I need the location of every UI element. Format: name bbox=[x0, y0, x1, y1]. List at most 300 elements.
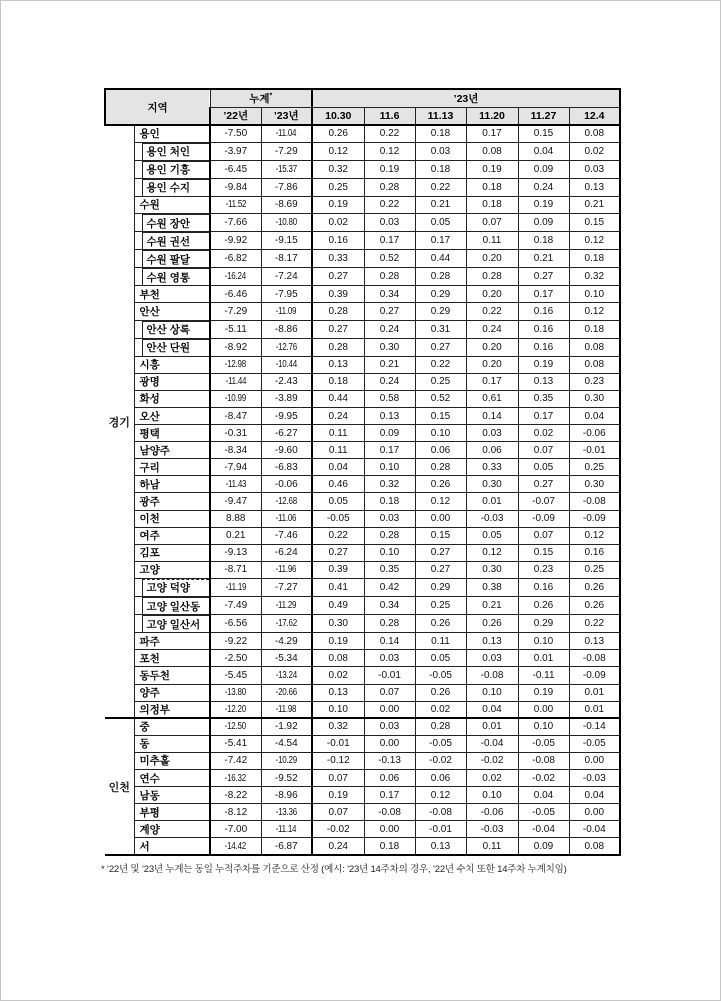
table-row bbox=[105, 684, 620, 701]
value-cell: 0.19 bbox=[312, 633, 364, 650]
value-cell: -12.76 bbox=[261, 338, 312, 356]
value-cell: -11.29 bbox=[261, 597, 312, 615]
value-cell: 0.18 bbox=[415, 125, 466, 142]
value-cell: -0.13 bbox=[364, 752, 415, 769]
value-cell: 0.35 bbox=[518, 390, 569, 407]
value-cell: 0.13 bbox=[415, 838, 466, 855]
table-row bbox=[105, 718, 620, 735]
value-cell: 0.16 bbox=[518, 320, 569, 338]
value-cell: 0.30 bbox=[312, 615, 364, 633]
region-name-cell: 구리 bbox=[134, 459, 210, 476]
value-cell: 0.02 bbox=[569, 142, 620, 160]
value-cell: -6.83 bbox=[261, 459, 312, 476]
region-group-label: 경기 bbox=[105, 125, 134, 718]
value-cell: 0.03 bbox=[364, 650, 415, 667]
value-cell: 0.33 bbox=[312, 250, 364, 268]
value-cell: 0.12 bbox=[415, 493, 466, 510]
value-cell: -14.42 bbox=[210, 838, 261, 855]
value-cell: -0.09 bbox=[518, 510, 569, 527]
value-cell: -17.62 bbox=[261, 615, 312, 633]
value-cell: 0.06 bbox=[364, 769, 415, 786]
value-cell: -5.45 bbox=[210, 667, 261, 684]
value-cell: -9.60 bbox=[261, 442, 312, 459]
value-cell: 0.16 bbox=[518, 338, 569, 356]
region-name-cell: 중 bbox=[134, 718, 210, 735]
value-cell: -0.02 bbox=[518, 769, 569, 786]
value-cell: 0.12 bbox=[364, 142, 415, 160]
table-row bbox=[105, 160, 620, 178]
value-cell: 0.02 bbox=[415, 701, 466, 718]
value-cell: -6.56 bbox=[210, 615, 261, 633]
value-cell: 0.19 bbox=[518, 684, 569, 701]
value-cell: -4.29 bbox=[261, 633, 312, 650]
value-cell: -8.17 bbox=[261, 250, 312, 268]
region-name-cell bbox=[134, 250, 210, 268]
value-cell: 0.18 bbox=[466, 178, 518, 196]
table-row bbox=[105, 752, 620, 769]
value-cell: -9.13 bbox=[210, 544, 261, 561]
value-cell: -7.29 bbox=[210, 303, 261, 320]
table-row bbox=[105, 303, 620, 320]
value-cell: 0.19 bbox=[312, 196, 364, 213]
value-cell: 0.28 bbox=[466, 268, 518, 286]
value-cell: 0.13 bbox=[569, 178, 620, 196]
value-cell: 0.27 bbox=[364, 303, 415, 320]
value-cell: -7.94 bbox=[210, 459, 261, 476]
value-cell: 0.26 bbox=[415, 476, 466, 493]
header-region: 지역 bbox=[105, 89, 210, 125]
value-cell: -16.32 bbox=[210, 769, 261, 786]
value-cell: 0.02 bbox=[518, 425, 569, 442]
value-cell: 0.28 bbox=[312, 303, 364, 320]
table-row bbox=[105, 232, 620, 250]
sub-region-label: 고양 일산서 bbox=[142, 615, 210, 632]
value-cell: 0.03 bbox=[364, 718, 415, 735]
header-col-1030: 10.30 bbox=[312, 107, 364, 125]
value-cell: 0.21 bbox=[466, 597, 518, 615]
table-row bbox=[105, 442, 620, 459]
value-cell: 0.05 bbox=[518, 459, 569, 476]
footnote-mark: * bbox=[269, 92, 273, 100]
value-cell: 0.10 bbox=[312, 701, 364, 718]
value-cell: 0.05 bbox=[415, 213, 466, 231]
value-cell: 0.22 bbox=[312, 527, 364, 544]
table-row bbox=[105, 735, 620, 752]
region-name-cell bbox=[134, 597, 210, 615]
value-cell: 0.27 bbox=[518, 268, 569, 286]
table-row bbox=[105, 667, 620, 684]
value-cell: 0.20 bbox=[466, 338, 518, 356]
value-cell: -8.92 bbox=[210, 338, 261, 356]
value-cell: -0.11 bbox=[518, 667, 569, 684]
table-row bbox=[105, 476, 620, 493]
value-cell: 0.00 bbox=[364, 821, 415, 838]
region-name-cell: 양주 bbox=[134, 684, 210, 701]
value-cell: 0.07 bbox=[466, 213, 518, 231]
value-cell: 0.02 bbox=[312, 213, 364, 231]
value-cell: 0.02 bbox=[466, 769, 518, 786]
value-cell: -9.47 bbox=[210, 493, 261, 510]
region-name-cell bbox=[134, 232, 210, 250]
table-row bbox=[105, 650, 620, 667]
value-cell: -12.98 bbox=[210, 356, 261, 373]
value-cell: 0.22 bbox=[466, 303, 518, 320]
region-name-cell: 광명 bbox=[134, 373, 210, 390]
value-cell: -13.80 bbox=[210, 684, 261, 701]
value-cell: 0.11 bbox=[415, 633, 466, 650]
value-cell: 0.07 bbox=[364, 684, 415, 701]
value-cell: -7.27 bbox=[261, 578, 312, 596]
value-cell: -7.86 bbox=[261, 178, 312, 196]
value-cell: -0.12 bbox=[312, 752, 364, 769]
value-cell: 0.32 bbox=[569, 268, 620, 286]
value-cell: -3.89 bbox=[261, 390, 312, 407]
value-cell: -0.03 bbox=[569, 769, 620, 786]
value-cell: -0.31 bbox=[210, 425, 261, 442]
value-cell: 0.26 bbox=[415, 615, 466, 633]
value-cell: 0.17 bbox=[518, 408, 569, 425]
value-cell: -0.09 bbox=[569, 667, 620, 684]
sub-region-label: 수원 팔달 bbox=[142, 250, 210, 267]
value-cell: -9.15 bbox=[261, 232, 312, 250]
value-cell: 0.38 bbox=[466, 578, 518, 596]
price-change-table-wrapper bbox=[104, 88, 621, 856]
value-cell: 0.25 bbox=[415, 373, 466, 390]
value-cell: 0.25 bbox=[415, 597, 466, 615]
value-cell: 0.00 bbox=[364, 701, 415, 718]
value-cell: -0.01 bbox=[312, 735, 364, 752]
value-cell: -10.99 bbox=[210, 390, 261, 407]
value-cell: 0.10 bbox=[364, 544, 415, 561]
value-cell: -12.20 bbox=[210, 701, 261, 718]
value-cell: 0.20 bbox=[466, 356, 518, 373]
value-cell: -10.29 bbox=[261, 752, 312, 769]
value-cell: 0.27 bbox=[415, 544, 466, 561]
value-cell: 0.01 bbox=[518, 650, 569, 667]
table-row bbox=[105, 787, 620, 804]
value-cell: 0.04 bbox=[569, 787, 620, 804]
value-cell: 0.26 bbox=[518, 597, 569, 615]
value-cell: 0.19 bbox=[518, 196, 569, 213]
value-cell: -0.05 bbox=[518, 735, 569, 752]
value-cell: 0.18 bbox=[312, 373, 364, 390]
region-name-cell bbox=[134, 160, 210, 178]
value-cell: 0.18 bbox=[518, 232, 569, 250]
value-cell: -5.41 bbox=[210, 735, 261, 752]
value-cell: 0.35 bbox=[364, 561, 415, 578]
value-cell: -9.84 bbox=[210, 178, 261, 196]
sub-region-label: 용인 기흥 bbox=[142, 161, 210, 178]
table-row bbox=[105, 527, 620, 544]
region-name-cell bbox=[134, 142, 210, 160]
value-cell: 0.16 bbox=[518, 303, 569, 320]
header-col-1120: 11.20 bbox=[466, 107, 518, 125]
value-cell: 0.19 bbox=[518, 356, 569, 373]
value-cell: 0.10 bbox=[569, 286, 620, 303]
value-cell: 0.16 bbox=[518, 578, 569, 596]
value-cell: 0.12 bbox=[415, 787, 466, 804]
region-name-cell: 안산 bbox=[134, 303, 210, 320]
value-cell: 0.24 bbox=[312, 408, 364, 425]
value-cell: 0.04 bbox=[569, 408, 620, 425]
value-cell: 0.23 bbox=[518, 561, 569, 578]
region-group-label: 인천 bbox=[105, 718, 134, 855]
value-cell: -0.08 bbox=[518, 752, 569, 769]
region-name-cell: 여주 bbox=[134, 527, 210, 544]
value-cell: -12.68 bbox=[261, 493, 312, 510]
region-name-cell: 파주 bbox=[134, 633, 210, 650]
value-cell: -0.08 bbox=[569, 493, 620, 510]
value-cell: 0.05 bbox=[466, 527, 518, 544]
value-cell: 0.29 bbox=[415, 578, 466, 596]
value-cell: 0.30 bbox=[364, 338, 415, 356]
value-cell: 0.00 bbox=[518, 701, 569, 718]
value-cell: 0.09 bbox=[364, 425, 415, 442]
value-cell: 0.26 bbox=[415, 684, 466, 701]
value-cell: 0.18 bbox=[569, 250, 620, 268]
value-cell: 0.30 bbox=[466, 561, 518, 578]
table-row bbox=[105, 821, 620, 838]
value-cell: -8.47 bbox=[210, 408, 261, 425]
value-cell: -6.82 bbox=[210, 250, 261, 268]
sub-region-label: 고양 일산동 bbox=[142, 597, 210, 614]
region-name-cell: 미추홀 bbox=[134, 752, 210, 769]
region-name-cell: 고양 bbox=[134, 561, 210, 578]
value-cell: 0.04 bbox=[518, 142, 569, 160]
value-cell: -9.92 bbox=[210, 232, 261, 250]
table-row bbox=[105, 390, 620, 407]
region-name-cell: 동 bbox=[134, 735, 210, 752]
table-row bbox=[105, 213, 620, 231]
value-cell: -0.06 bbox=[466, 804, 518, 821]
value-cell: -0.06 bbox=[569, 425, 620, 442]
value-cell: 0.10 bbox=[364, 459, 415, 476]
header-col-116: 11.6 bbox=[364, 107, 415, 125]
value-cell: -0.01 bbox=[364, 667, 415, 684]
value-cell: -0.08 bbox=[466, 667, 518, 684]
value-cell: 0.08 bbox=[569, 838, 620, 855]
region-name-cell: 연수 bbox=[134, 769, 210, 786]
value-cell: 0.27 bbox=[415, 338, 466, 356]
region-name-cell: 용인 bbox=[134, 125, 210, 142]
region-name-cell: 하남 bbox=[134, 476, 210, 493]
value-cell: -0.02 bbox=[312, 821, 364, 838]
table-row bbox=[105, 425, 620, 442]
value-cell: -6.87 bbox=[261, 838, 312, 855]
value-cell: -11.98 bbox=[261, 701, 312, 718]
region-name-cell bbox=[134, 213, 210, 231]
value-cell: -0.07 bbox=[518, 493, 569, 510]
value-cell: 0.19 bbox=[312, 787, 364, 804]
value-cell: 0.09 bbox=[518, 160, 569, 178]
table-row bbox=[105, 459, 620, 476]
value-cell: -12.50 bbox=[210, 718, 261, 735]
value-cell: -0.04 bbox=[466, 735, 518, 752]
value-cell: 0.18 bbox=[466, 196, 518, 213]
value-cell: -7.24 bbox=[261, 268, 312, 286]
value-cell: 0.26 bbox=[569, 578, 620, 596]
value-cell: 0.21 bbox=[518, 250, 569, 268]
value-cell: 0.22 bbox=[569, 615, 620, 633]
value-cell: 0.28 bbox=[364, 268, 415, 286]
value-cell: 0.32 bbox=[312, 718, 364, 735]
value-cell: 0.24 bbox=[518, 178, 569, 196]
header-col-1113: 11.13 bbox=[415, 107, 466, 125]
value-cell: 0.29 bbox=[518, 615, 569, 633]
value-cell: 0.12 bbox=[569, 232, 620, 250]
value-cell: -0.06 bbox=[261, 476, 312, 493]
value-cell: -7.95 bbox=[261, 286, 312, 303]
value-cell: 0.24 bbox=[364, 373, 415, 390]
value-cell: 0.03 bbox=[569, 160, 620, 178]
value-cell: -10.80 bbox=[261, 213, 312, 231]
value-cell: 0.27 bbox=[518, 476, 569, 493]
table-row bbox=[105, 544, 620, 561]
value-cell: 0.21 bbox=[569, 196, 620, 213]
value-cell: -2.43 bbox=[261, 373, 312, 390]
value-cell: -0.05 bbox=[518, 804, 569, 821]
value-cell: 0.21 bbox=[210, 527, 261, 544]
value-cell: -8.22 bbox=[210, 787, 261, 804]
value-cell: 0.17 bbox=[466, 373, 518, 390]
table-row bbox=[105, 373, 620, 390]
value-cell: 0.41 bbox=[312, 578, 364, 596]
table-row bbox=[105, 804, 620, 821]
value-cell: -8.86 bbox=[261, 320, 312, 338]
value-cell: -6.46 bbox=[210, 286, 261, 303]
value-cell: 0.21 bbox=[415, 196, 466, 213]
value-cell: 0.18 bbox=[364, 838, 415, 855]
value-cell: 0.03 bbox=[364, 213, 415, 231]
value-cell: 0.08 bbox=[569, 125, 620, 142]
value-cell: 0.01 bbox=[466, 718, 518, 735]
value-cell: -11.09 bbox=[261, 303, 312, 320]
value-cell: -6.24 bbox=[261, 544, 312, 561]
value-cell: 0.34 bbox=[364, 286, 415, 303]
table-row bbox=[105, 268, 620, 286]
table-row bbox=[105, 615, 620, 633]
region-name-cell: 광주 bbox=[134, 493, 210, 510]
value-cell: 0.26 bbox=[569, 597, 620, 615]
value-cell: -11.14 bbox=[261, 821, 312, 838]
value-cell: 0.11 bbox=[466, 232, 518, 250]
value-cell: 0.28 bbox=[364, 615, 415, 633]
value-cell: 0.17 bbox=[364, 442, 415, 459]
value-cell: 0.13 bbox=[569, 633, 620, 650]
value-cell: -7.50 bbox=[210, 125, 261, 142]
value-cell: -11.19 bbox=[210, 578, 261, 596]
value-cell: -11.96 bbox=[261, 561, 312, 578]
value-cell: 0.28 bbox=[415, 459, 466, 476]
value-cell: 0.07 bbox=[518, 442, 569, 459]
value-cell: 0.52 bbox=[364, 250, 415, 268]
header-cumulative bbox=[210, 89, 312, 107]
value-cell: 0.03 bbox=[466, 650, 518, 667]
value-cell: -9.22 bbox=[210, 633, 261, 650]
value-cell: 0.16 bbox=[312, 232, 364, 250]
value-cell: 0.42 bbox=[364, 578, 415, 596]
value-cell: -4.54 bbox=[261, 735, 312, 752]
value-cell: 0.13 bbox=[312, 684, 364, 701]
value-cell: 0.61 bbox=[466, 390, 518, 407]
region-name-cell: 서 bbox=[134, 838, 210, 855]
sub-region-label: 수원 장안 bbox=[142, 214, 210, 231]
region-name-cell: 시흥 bbox=[134, 356, 210, 373]
region-name-cell: 포천 bbox=[134, 650, 210, 667]
value-cell: -6.27 bbox=[261, 425, 312, 442]
table-row bbox=[105, 510, 620, 527]
value-cell: 0.22 bbox=[415, 178, 466, 196]
region-name-cell bbox=[134, 268, 210, 286]
header-col-1127: 11.27 bbox=[518, 107, 569, 125]
value-cell: 0.31 bbox=[415, 320, 466, 338]
value-cell: 0.13 bbox=[364, 408, 415, 425]
footnote-text: * ’22년 및 ’23년 누계는 동일 누적주차를 기준으로 산정 (예시: ’23년 14주차의 경우, ’22년 수치 또한 14주차 누계치임) bbox=[101, 864, 567, 875]
value-cell: -0.02 bbox=[466, 752, 518, 769]
value-cell: -0.03 bbox=[466, 821, 518, 838]
value-cell: 0.13 bbox=[466, 633, 518, 650]
value-cell: 0.39 bbox=[312, 286, 364, 303]
value-cell: -11.04 bbox=[261, 125, 312, 142]
value-cell: 0.32 bbox=[364, 476, 415, 493]
value-cell: 0.10 bbox=[466, 684, 518, 701]
value-cell: 0.15 bbox=[415, 527, 466, 544]
value-cell: -13.36 bbox=[261, 804, 312, 821]
value-cell: 0.27 bbox=[415, 561, 466, 578]
sub-region-label: 용인 처인 bbox=[142, 143, 210, 160]
value-cell: 0.06 bbox=[415, 769, 466, 786]
table-row bbox=[105, 142, 620, 160]
region-name-cell bbox=[134, 178, 210, 196]
value-cell: -0.08 bbox=[364, 804, 415, 821]
value-cell: -9.52 bbox=[261, 769, 312, 786]
value-cell: 0.33 bbox=[466, 459, 518, 476]
table-row bbox=[105, 125, 620, 142]
value-cell: -13.24 bbox=[261, 667, 312, 684]
header-year-2023-group: ’23년 bbox=[312, 89, 620, 107]
value-cell: -8.96 bbox=[261, 787, 312, 804]
value-cell: 0.00 bbox=[415, 510, 466, 527]
region-name-cell: 계양 bbox=[134, 821, 210, 838]
value-cell: -7.29 bbox=[261, 142, 312, 160]
value-cell: -0.01 bbox=[569, 442, 620, 459]
value-cell: -0.08 bbox=[569, 650, 620, 667]
sub-region-label: 고양 덕양 bbox=[142, 579, 210, 596]
value-cell: 0.19 bbox=[466, 160, 518, 178]
value-cell: 0.34 bbox=[364, 597, 415, 615]
value-cell: 0.25 bbox=[312, 178, 364, 196]
region-name-cell: 이천 bbox=[134, 510, 210, 527]
value-cell: 0.04 bbox=[518, 787, 569, 804]
value-cell: 0.07 bbox=[518, 527, 569, 544]
table-row bbox=[105, 701, 620, 718]
value-cell: 0.19 bbox=[364, 160, 415, 178]
sub-region-label: 수원 영통 bbox=[142, 268, 210, 285]
table-row bbox=[105, 320, 620, 338]
value-cell: 0.13 bbox=[312, 356, 364, 373]
value-cell: -5.34 bbox=[261, 650, 312, 667]
value-cell: -0.02 bbox=[415, 752, 466, 769]
value-cell: 0.22 bbox=[364, 125, 415, 142]
value-cell: 0.17 bbox=[364, 232, 415, 250]
table-row bbox=[105, 196, 620, 213]
value-cell: -10.44 bbox=[261, 356, 312, 373]
value-cell: -15.37 bbox=[261, 160, 312, 178]
value-cell: 0.17 bbox=[415, 232, 466, 250]
value-cell: -9.95 bbox=[261, 408, 312, 425]
value-cell: -11.44 bbox=[210, 373, 261, 390]
value-cell: 0.07 bbox=[312, 804, 364, 821]
